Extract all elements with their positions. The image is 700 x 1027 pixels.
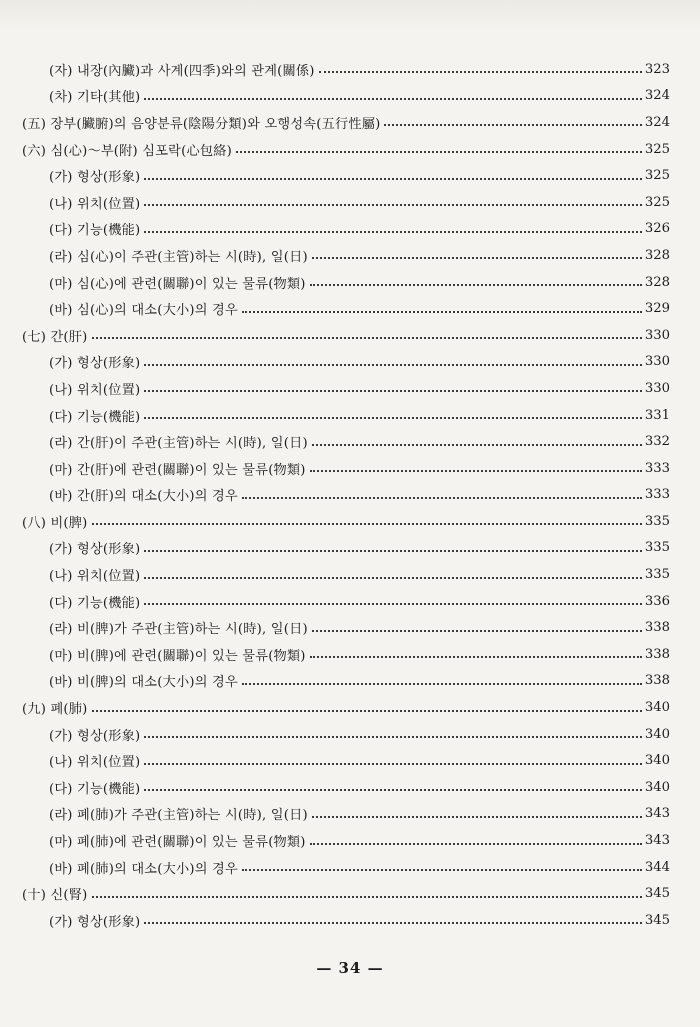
toc-dot-leader	[310, 470, 642, 472]
toc-entry-page: 336	[644, 593, 670, 609]
toc-entry-page: 324	[644, 88, 670, 104]
toc-entry-label: (다) 기능(機能)	[49, 409, 141, 425]
toc-dot-leader	[242, 311, 642, 313]
toc-entry-label: (차) 기타(其他)	[49, 90, 141, 106]
toc-dot-leader	[92, 710, 643, 712]
toc-subsection-entry	[0, 375, 700, 402]
toc-entry-page: 329	[644, 301, 670, 317]
toc-entry-label: (十) 신(腎)	[22, 888, 88, 904]
toc-section-entry	[0, 109, 700, 136]
toc-subsection-entry	[0, 641, 700, 668]
toc-dot-leader	[312, 816, 642, 818]
toc-entry-page: 331	[644, 407, 670, 423]
toc-entry-label: (라) 폐(肺)가 주관(主管)하는 시(時), 일(日)	[49, 808, 308, 824]
toc-subsection-entry	[0, 428, 700, 455]
toc-subsection-entry	[0, 588, 700, 615]
toc-dot-leader	[312, 257, 642, 259]
toc-section-entry	[0, 136, 700, 163]
toc-dot-leader	[144, 789, 642, 791]
toc-entry-page: 335	[644, 513, 670, 529]
toc-subsection-entry	[0, 721, 700, 748]
toc-dot-leader	[144, 603, 642, 605]
toc-subsection-entry	[0, 162, 700, 189]
toc-subsection-entry	[0, 455, 700, 482]
toc-entry-page: 343	[644, 806, 670, 822]
table-of-contents	[0, 56, 700, 934]
toc-subsection-entry	[0, 561, 700, 588]
toc-subsection-entry	[0, 827, 700, 854]
toc-dot-leader	[144, 550, 642, 552]
toc-entry-label: (가) 형상(形象)	[49, 914, 141, 930]
toc-dot-leader	[92, 896, 643, 898]
toc-dot-leader	[242, 497, 642, 499]
toc-dot-leader	[319, 71, 642, 73]
toc-entry-label: (바) 심(心)의 대소(大小)의 경우	[49, 303, 238, 319]
toc-subsection-entry	[0, 801, 700, 828]
toc-entry-page: 330	[644, 327, 670, 343]
toc-entry-page: 345	[644, 886, 670, 902]
toc-entry-label: (나) 위치(位置)	[49, 569, 141, 585]
toc-entry-label: (라) 비(脾)가 주관(主管)하는 시(時), 일(日)	[49, 622, 308, 638]
toc-subsection-entry	[0, 854, 700, 881]
toc-entry-label: (라) 간(肝)이 주관(主管)하는 시(時), 일(日)	[49, 436, 308, 452]
toc-entry-label: (마) 폐(肺)에 관련(關聯)이 있는 물류(物類)	[49, 835, 306, 851]
toc-entry-page: 330	[644, 354, 670, 370]
toc-entry-page: 335	[644, 567, 670, 583]
toc-subsection-entry	[0, 269, 700, 296]
toc-entry-label: (가) 형상(形象)	[49, 356, 141, 372]
toc-entry-page: 343	[644, 833, 670, 849]
toc-dot-leader	[144, 417, 642, 419]
toc-dot-leader	[144, 98, 642, 100]
toc-entry-page: 325	[644, 168, 670, 184]
toc-entry-page: 323	[644, 61, 670, 77]
toc-subsection-entry	[0, 216, 700, 243]
toc-entry-label: (마) 간(肝)에 관련(關聯)이 있는 물류(物類)	[49, 462, 306, 478]
toc-entry-page: 333	[644, 460, 670, 476]
page-number: — 34 —	[316, 959, 384, 977]
toc-dot-leader	[144, 922, 642, 924]
toc-subsection-entry	[0, 56, 700, 83]
page-top-shadow	[0, 0, 700, 30]
toc-entry-page: 324	[644, 114, 670, 130]
toc-entry-page: 328	[644, 274, 670, 290]
toc-entry-label: (다) 기능(機能)	[49, 223, 141, 239]
toc-dot-leader	[144, 204, 642, 206]
toc-subsection-entry	[0, 242, 700, 269]
toc-subsection-entry	[0, 668, 700, 695]
toc-entry-label: (자) 내장(內臟)과 사계(四季)와의 관계(關係)	[49, 63, 315, 79]
toc-subsection-entry	[0, 189, 700, 216]
toc-entry-label: (나) 위치(位置)	[49, 382, 141, 398]
toc-dot-leader	[310, 843, 642, 845]
toc-entry-page: 344	[644, 859, 670, 875]
toc-entry-page: 333	[644, 487, 670, 503]
toc-entry-page: 338	[644, 620, 670, 636]
toc-entry-label: (七) 간(肝)	[22, 329, 88, 345]
toc-entry-label: (나) 위치(位置)	[49, 755, 141, 771]
toc-entry-label: (다) 기능(機能)	[49, 595, 141, 611]
toc-entry-label: (마) 비(脾)에 관련(關聯)이 있는 물류(物類)	[49, 648, 306, 664]
toc-entry-label: (마) 심(心)에 관련(關聯)이 있는 물류(物類)	[49, 276, 306, 292]
toc-subsection-entry	[0, 402, 700, 429]
toc-dot-leader	[242, 869, 642, 871]
toc-dot-leader	[144, 390, 642, 392]
toc-subsection-entry	[0, 482, 700, 509]
toc-entry-label: (나) 위치(位置)	[49, 196, 141, 212]
toc-entry-label: (五) 장부(臟腑)의 음양분류(陰陽分類)와 오행성속(五行性屬)	[22, 116, 381, 132]
toc-dot-leader	[384, 124, 642, 126]
toc-entry-page: 338	[644, 673, 670, 689]
toc-entry-label: (가) 형상(形象)	[49, 170, 141, 186]
toc-entry-page: 332	[644, 434, 670, 450]
toc-entry-page: 345	[644, 912, 670, 928]
toc-dot-leader	[310, 284, 642, 286]
toc-dot-leader	[144, 736, 642, 738]
toc-entry-label: (바) 비(脾)의 대소(大小)의 경우	[49, 675, 238, 691]
toc-section-entry	[0, 508, 700, 535]
toc-section-entry	[0, 880, 700, 907]
toc-entry-label: (가) 형상(形象)	[49, 728, 141, 744]
toc-subsection-entry	[0, 349, 700, 376]
toc-entry-label: (가) 형상(形象)	[49, 542, 141, 558]
toc-dot-leader	[92, 337, 643, 339]
toc-entry-label: (바) 폐(肺)의 대소(大小)의 경우	[49, 861, 238, 877]
toc-entry-page: 325	[644, 141, 670, 157]
toc-dot-leader	[312, 444, 642, 446]
toc-dot-leader	[236, 151, 642, 153]
toc-dot-leader	[144, 577, 642, 579]
toc-subsection-entry	[0, 774, 700, 801]
toc-dot-leader	[242, 683, 642, 685]
toc-entry-label: (九) 폐(肺)	[22, 702, 88, 718]
toc-entry-page: 326	[644, 221, 670, 237]
toc-dot-leader	[310, 656, 642, 658]
toc-entry-label: (다) 기능(機能)	[49, 781, 141, 797]
toc-entry-page: 340	[644, 779, 670, 795]
toc-entry-page: 340	[644, 753, 670, 769]
toc-dot-leader	[312, 630, 642, 632]
toc-dot-leader	[92, 523, 643, 525]
toc-dot-leader	[144, 763, 642, 765]
toc-section-entry	[0, 322, 700, 349]
toc-dot-leader	[144, 231, 642, 233]
toc-entry-label: (八) 비(脾)	[22, 515, 88, 531]
toc-subsection-entry	[0, 747, 700, 774]
toc-entry-page: 340	[644, 700, 670, 716]
toc-subsection-entry	[0, 295, 700, 322]
toc-subsection-entry	[0, 614, 700, 641]
toc-entry-label: (라) 심(心)이 주관(主管)하는 시(時), 일(日)	[49, 249, 308, 265]
toc-dot-leader	[144, 364, 642, 366]
toc-entry-page: 325	[644, 194, 670, 210]
toc-entry-label: (六) 심(心)～부(附) 심포락(心包絡)	[22, 143, 232, 159]
toc-entry-page: 340	[644, 726, 670, 742]
toc-subsection-entry	[0, 535, 700, 562]
toc-entry-page: 335	[644, 540, 670, 556]
toc-entry-page: 328	[644, 247, 670, 263]
toc-dot-leader	[144, 178, 642, 180]
toc-subsection-entry	[0, 907, 700, 934]
toc-entry-label: (바) 간(肝)의 대소(大小)의 경우	[49, 489, 238, 505]
toc-entry-page: 330	[644, 380, 670, 396]
toc-entry-page: 338	[644, 646, 670, 662]
toc-section-entry	[0, 694, 700, 721]
toc-subsection-entry	[0, 83, 700, 110]
